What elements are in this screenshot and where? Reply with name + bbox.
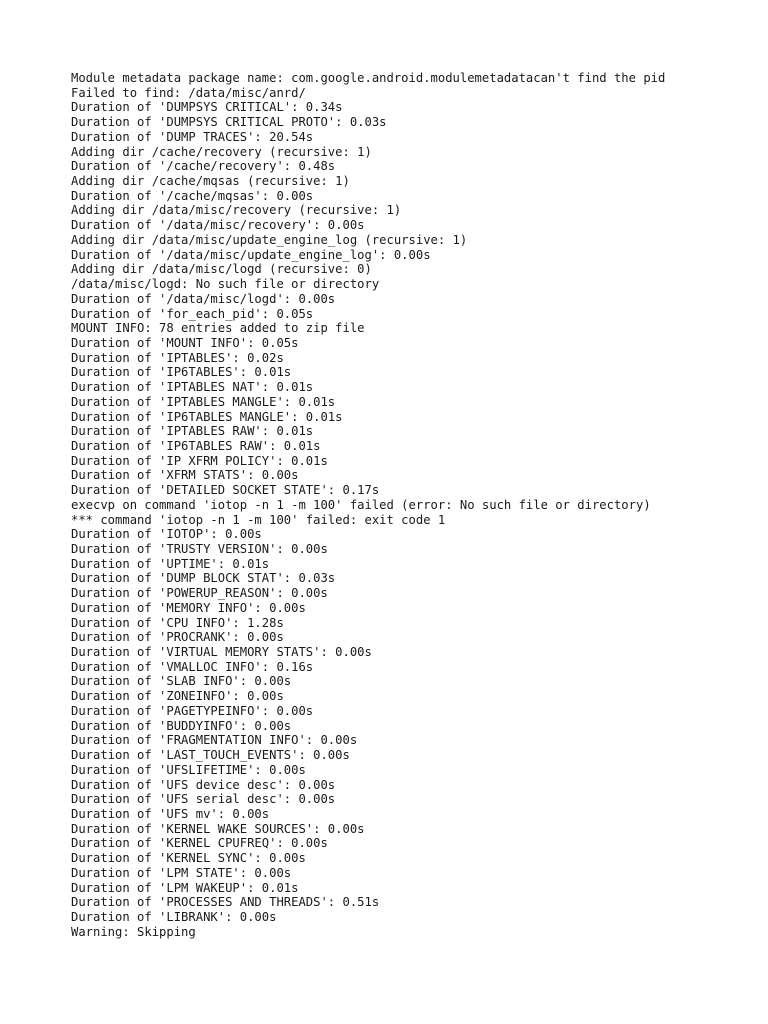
log-line: Duration of 'IOTOP': 0.00s <box>71 527 262 542</box>
log-line: Duration of '/cache/mqsas': 0.00s <box>71 188 314 203</box>
log-line: Duration of 'FRAGMENTATION INFO': 0.00s <box>71 733 358 748</box>
log-line: Duration of '/data/misc/logd': 0.00s <box>71 291 336 306</box>
log-line: Duration of 'TRUSTY VERSION': 0.00s <box>71 542 328 556</box>
log-line: Duration of 'DETAILED SOCKET STATE': 0.17s <box>71 483 380 498</box>
log-line: Duration of 'VIRTUAL MEMORY STATS': 0.00s <box>71 645 372 660</box>
log-line: Duration of 'for_each_pid': 0.05s <box>71 306 314 321</box>
log-line: Duration of 'SLAB INFO': 0.00s <box>71 674 292 689</box>
log-line: Duration of 'MEMORY INFO': 0.00s <box>71 600 306 615</box>
log-line: Duration of 'BUDDYINFO': 0.00s <box>71 718 292 733</box>
log-line: Duration of 'IP6TABLES MANGLE': 0.01s <box>71 409 343 424</box>
log-line: Warning: Skipping <box>71 924 196 939</box>
log-line: Duration of 'MOUNT INFO': 0.05s <box>71 335 299 350</box>
log-line: Duration of 'IPTABLES': 0.02s <box>71 350 284 365</box>
log-line: MOUNT INFO: 78 entries added to zip file <box>71 321 365 336</box>
log-line: Duration of 'DUMPSYS CRITICAL': 0.34s <box>71 100 343 115</box>
log-line: Duration of 'UPTIME': 0.01s <box>71 556 270 571</box>
log-line: Adding dir /cache/mqsas (recursive: 1) <box>71 174 350 189</box>
log-line: Duration of 'IP6TABLES RAW': 0.01s <box>71 438 321 453</box>
log-line: Duration of 'KERNEL CPUFREQ': 0.00s <box>71 836 328 851</box>
log-line: Duration of '/data/misc/update_engine_log': 0.00s <box>71 247 431 262</box>
log-line: Adding dir /cache/recovery (recursive: 1) <box>71 144 372 159</box>
log-line: Duration of 'LAST_TOUCH_EVENTS': 0.00s <box>71 748 350 763</box>
log-line: Duration of 'DUMP TRACES': 20.54s <box>71 129 314 144</box>
log-line: Duration of '/cache/recovery': 0.48s <box>71 159 336 174</box>
log-line: Duration of 'IP XFRM POLICY': 0.01s <box>71 453 328 468</box>
log-line: Duration of 'LPM STATE': 0.00s <box>71 865 292 880</box>
log-line: Duration of 'IPTABLES MANGLE': 0.01s <box>71 394 336 409</box>
log-line: Duration of '/data/misc/recovery': 0.00s <box>71 218 365 233</box>
log-line: Duration of 'KERNEL SYNC': 0.00s <box>71 851 306 866</box>
log-line: Failed to find: /data/misc/anrd/ <box>71 85 306 100</box>
log-line: /data/misc/logd: No such file or directory <box>71 277 380 292</box>
log-line: Duration of 'UFS mv': 0.00s <box>71 806 270 821</box>
log-line: Duration of 'ZONEINFO': 0.00s <box>71 689 284 704</box>
log-line: Duration of 'POWERUP_REASON': 0.00s <box>71 586 328 601</box>
log-line: Duration of 'KERNEL WAKE SOURCES': 0.00s <box>71 821 365 836</box>
log-line: Duration of 'UFS device desc': 0.00s <box>71 777 336 792</box>
log-line: Duration of 'PROCESSES AND THREADS': 0.51s <box>71 895 380 910</box>
log-line: Duration of 'LPM WAKEUP': 0.01s <box>71 880 299 895</box>
log-line: Duration of 'IPTABLES RAW': 0.01s <box>71 424 314 439</box>
log-line: Duration of 'XFRM STATS': 0.00s <box>71 468 299 483</box>
log-line: Adding dir /data/misc/update_engine_log (recursive: 1) <box>71 232 468 247</box>
log-line: Module metadata package name: com.google.android.modulemetadatacan't find the pid <box>71 71 666 85</box>
log-line: Duration of 'UFSLIFETIME': 0.00s <box>71 762 306 777</box>
log-line: Adding dir /data/misc/logd (recursive: 0) <box>71 262 372 277</box>
log-line: Duration of 'PAGETYPEINFO': 0.00s <box>71 703 314 718</box>
log-line: Duration of 'PROCRANK': 0.00s <box>71 630 284 645</box>
log-line: Duration of 'DUMPSYS CRITICAL PROTO': 0.03s <box>71 115 387 130</box>
log-line: Duration of 'IP6TABLES': 0.01s <box>71 365 292 380</box>
log-line: Adding dir /data/misc/recovery (recursive: 1) <box>71 203 402 218</box>
log-line: Duration of 'LIBRANK': 0.00s <box>71 909 277 924</box>
log-text-block <box>71 71 665 939</box>
log-line: Duration of 'DUMP BLOCK STAT': 0.03s <box>71 571 336 586</box>
log-line: Duration of 'VMALLOC INFO': 0.16s <box>71 659 314 674</box>
log-line: Duration of 'IPTABLES NAT': 0.01s <box>71 380 314 395</box>
log-line: Duration of 'UFS serial desc': 0.00s <box>71 792 336 807</box>
log-line: execvp on command 'iotop -n 1 -m 100' failed (error: No such file or directory) <box>71 497 651 512</box>
log-line: *** command 'iotop -n 1 -m 100' failed: exit code 1 <box>71 512 446 527</box>
log-line: Duration of 'CPU INFO': 1.28s <box>71 615 284 630</box>
